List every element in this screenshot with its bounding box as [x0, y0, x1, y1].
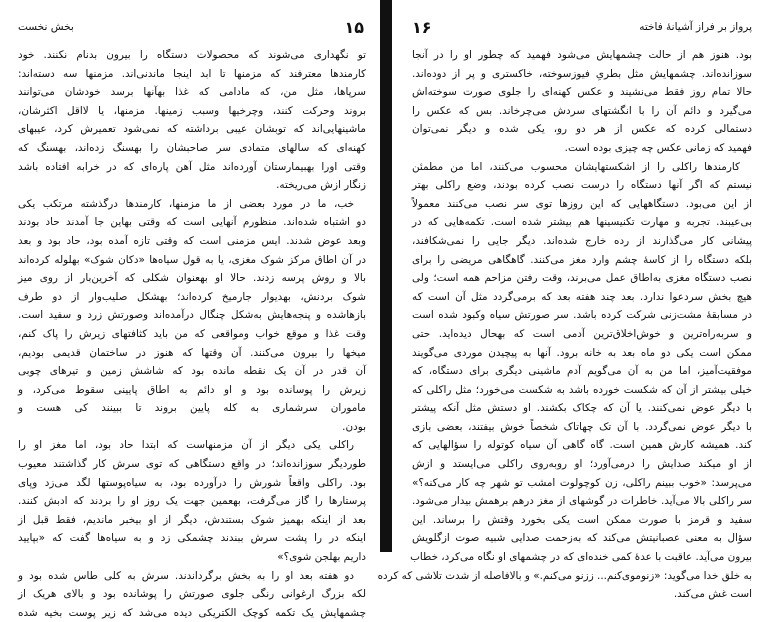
text-line: راکلی یکی دیگر از آن مزمنهاست که ابتدا حاد بود، اما مغز او را: [18, 439, 354, 452]
text-line: سوزانده‌اند. چشمهایش مثل بطریِ فیوزسوخته، خاکستری و پر از دوده‌اند.: [412, 67, 752, 80]
text-line: سر راکلی بالا می‌آید. خاطرات در گوشهای از مغز درهم برهمش بیدار می‌شود.: [412, 495, 752, 508]
text-line: خب، ما در مورد بعضی از ما مزمنها، کارمندها درگذشته مرتکب یکی: [18, 197, 354, 210]
text-line: تو نگهداری می‌شوند که محصولات دستگاه را بیرون بدنام نکنند. خود: [18, 49, 366, 61]
text-line: خیلی بیشتر از آن که شکست خورده باشد به شکست می‌خورد؛ مثل راکلی که: [412, 383, 752, 396]
text-line: دو اشتباه شده‌اند. منظورم آنهایی است که وقتی بهاین جا آمدند حاد بودند: [18, 216, 366, 229]
text-line: بود. هنوز هم از حالت چشمهایش می‌شود فهمید که چطور او را در آنجا: [412, 49, 752, 61]
text-line: ممکن است یکی دو ماه بعد به خانه برود. آنها به پیچیدن موردی می‌گویند: [412, 346, 752, 359]
text-line: نیستم که اگر آنها دستگاه را درست نصب کرده بودند، وضع راکلی بهتر: [412, 179, 752, 192]
text-line: داریم بهلجن شوی؟»: [277, 551, 366, 564]
text-line: است غش می‌کند.: [673, 588, 752, 601]
text-line: سرپاها، مثل من، که مادامی که غذا بهآنها برسد خودشان می‌توانند: [18, 86, 366, 99]
text-line: بودن.: [342, 420, 366, 433]
text-line: نصب دستگاه مغزی به‌اطاق عمل می‌برند، وقت رفتن مزاحم همه است؛ ولی: [412, 272, 752, 285]
text-line: با دیگر عوض نمی‌کنند. یا آن که چکاک بکشند. او دستش مثل آنکه پیشتر: [412, 402, 752, 415]
text-line: زنگار ازش می‌ریخته.: [276, 179, 366, 192]
text-line: لکه بزرگ ارغوانی رنگی جلوی صورتش را پوشانده بود و بالای هریک از: [18, 588, 366, 601]
text-line: شوک بردنش، بهدیوار جارمیخ کرده‌اند؛ بهشکل صلیب‌وار از دو طرف: [18, 290, 366, 303]
text-line: کارمندها راکلی را از اشکستهایشان محسوب می‌کنند، اما من مطمئن: [412, 160, 740, 173]
text-line: پیشانی کار می‌گذارند از رده خارج شده‌اند. دیگر جایی را نمی‌شکافند،: [412, 234, 752, 247]
text-line: طوردیگر سوزانده‌اند؛ در واقع دستگاهی که توی سرش کار گذاشتند معیوب: [18, 458, 366, 471]
text-line: بازهاشده و پنجه‌هایش به‌شکل چنگال درآمده‌اند وصورتش زرد و سفید است.: [18, 309, 366, 322]
text-line: در آن اطاق مرکز شوک مغزی، یا به قول سیاه‌ها «دکان شوک» بهلوله کرده‌اند: [18, 253, 366, 266]
left-page-header: [18, 16, 364, 38]
text-line: در مسابقهٔ مشت‌زنی شرکت کرده باشد. سر صورتش سیاه وکبود شده است: [412, 309, 752, 322]
text-line: آن قدر در آن یک نقطه مانده بود که شاشش زمین و تیرهای چوبی: [18, 365, 366, 378]
text-line: چشمهایش یک تکمه کوچک الکتریکی دیده می‌شد که زیر پوست بخیه شده: [18, 606, 366, 619]
running-head: بخش نخست: [18, 21, 74, 33]
text-line: سفید و قرمز با صورت ممکن است یکی بخورد وقتش را برساند. این: [412, 513, 752, 526]
text-line: بود. راکلی واقعاً شورش را درآورده بود، به سیاه‌پوستها لگد می‌زد وپای: [18, 476, 366, 489]
text-line: بعد از اینکه بهمیز شوک بستندش، دیگر از او بیخبر ماندیم، فقط قبل از: [18, 513, 366, 526]
right-page-body: [377, 46, 752, 604]
page-number: ۱۵: [344, 17, 364, 37]
running-head: پرواز بر فراز آشیانهٔ فاخته: [639, 21, 752, 33]
right-page-header: [412, 16, 752, 38]
text-line: حالا تمام روز فقط می‌نشیند و عکس کهنه‌ای را جلوی صورت سوخته‌اش: [412, 86, 752, 99]
text-line: برو‌ند وحرکت کنند، وچرخیها وسبب زمینها. مزمنها، یا لااقل اکثرشان،: [18, 104, 366, 117]
text-line: و سربه‌راه‌ترین و خوش‌اخلاق‌ترین آدمی است که بهحال دیده‌اید. حتی: [412, 327, 752, 340]
text-line: بیرون می‌آید. عاقبت با عدهٔ کمی خنده‌ای که در چشمهای او نگاه می‌کرد، خطاب: [410, 551, 752, 564]
text-line: می‌گیرد و دائم آن را با انگشتهای سردش می‌چرخاند. بس که عکس را: [412, 104, 752, 117]
text-line: بی‌عیبند. تجربه و مهارت تکنیسینها هم بیشتر شده است. تکمه‌هایی که در: [412, 216, 752, 229]
text-line: هیچ بخش سردعوا ندارد. بعد چند هفته بعد که برمی‌گردد مثل آن است که: [412, 290, 752, 303]
page-gutter: [380, 0, 392, 552]
left-page-body: [18, 46, 366, 622]
text-line: میخها را بیرون می‌کنند. آن وقتها که هنوز در ساختمان قدیمی بودیم،: [18, 346, 366, 359]
text-line: بالا و روش پرسه زدند. حالا او بهعنوان شکلی که آخرین‌بار از روی میز: [18, 272, 366, 285]
left-page: [0, 0, 380, 619]
text-line: بلکه دستگاه را از کاسهٔ چشم وارد مغز می‌کنند. گاهگاهی مریضی را برای: [412, 253, 752, 266]
text-line: وقت غذا و موقع خواب ومواقعی که من باید کثافتهای زیرش را پاک کنم،: [18, 327, 366, 340]
text-line: زیرش را پوسانده بود و او دائم به اطاق پایینی سقوط می‌کرد، و: [18, 383, 366, 396]
text-line: دو هفته بعد او را به بخش برگرداندند. سرش به کلی طاس شده بود و: [18, 569, 354, 582]
text-line: کارمندها معترفند که مزمنها تا ابد اینجا ماندنی‌اند. مزمنها سه دسته‌اند:: [18, 67, 366, 80]
text-line: به خلق خدا می‌گوید: «زنوموی‌کنم... ززنو می‌کنم.» و بالافاصله از شدت تلاشی که کرده: [377, 569, 752, 582]
text-line: دستمالی کرده که عکس از هر دو رو، یکی شده و دیگر نمی‌توان: [412, 123, 752, 136]
text-line: کهنه‌ای که سالهای متمادی سر صاحبشان را بهسنگ زده‌اند، بهسنگ که: [18, 141, 366, 154]
text-line: ماموران سرشماری به کله پایین بروند تا ببینند کی هست و: [18, 402, 366, 415]
text-line: سؤال به معنی عصبانیتش می‌کند که به‌زحمت صدایی شبیه صوت ازگلویش: [412, 532, 752, 545]
text-line: ماشینهایی‌اند که توبشان عیبی برداشته که نمی‌شود تعمیرش کرد، عیبهای: [18, 123, 366, 136]
text-line: پرستارها را گاز می‌گرفت، بهعمین جهت یک روز او را بردند که ادبش کنند.: [18, 495, 366, 508]
text-line: فهمید که زمانی عکس چه چیزی بوده است.: [564, 141, 752, 154]
text-line: اینکه در را پشت سرش ببندند چشمکی زد و به سیاه‌ها گفت که «بپایید: [18, 532, 366, 545]
text-line: می‌پرسد: «خوب ببینم راکلی، زن کوچولوت امشب تو شهر چه کار می‌کنه؟»: [412, 476, 752, 489]
text-line: موفقیت‌آمیز، اما من به آن می‌گویم آدم ماشینی دیگری برای دستگاه، که: [412, 365, 752, 378]
text-line: از او میکند صدایش را درمی‌آورد؛ او روبه‌روی راکلی می‌ایستد و ازش: [412, 458, 752, 471]
right-page: [377, 0, 768, 601]
text-line: با دیگر عوض نمی‌گردد. با آن تک چهاتاک شخصاً خوش بیفتند، بعضی بازی: [412, 420, 752, 433]
text-line: وقتی اورا بهبیمارستان آورده‌اند مثل آهن پاره‌ای که در خرابه افتاده باشد: [18, 160, 366, 173]
text-line: وبعد عوض شدند. ایس مزمنی است که وقتی تازه آمده بود، حاد بود و بعد: [18, 234, 366, 247]
text-line: از این می‌بود. دستگاههایی که این روزها توی سر نصب می‌کنند معمولاً: [412, 197, 752, 210]
page-number: ۱۶: [412, 17, 432, 37]
text-line: کند. همیشه کارش همین است. گاه گاهی آن سیاه کوتوله را سؤالهایی که: [412, 439, 752, 452]
